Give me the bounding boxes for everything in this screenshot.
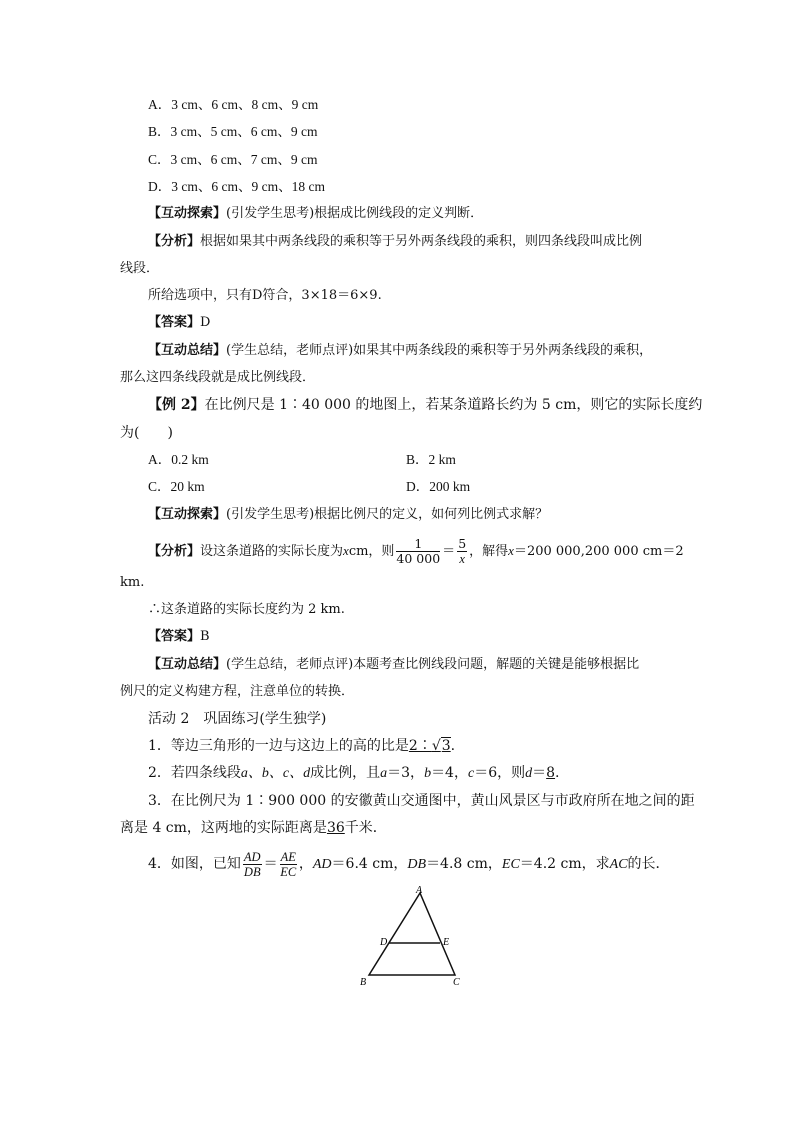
var-x: x — [508, 543, 514, 558]
fraction-numerator: AE — [280, 849, 296, 864]
exercise-2 — [148, 764, 560, 783]
answer-tag: 【答案】 — [148, 629, 201, 644]
analysis-post: ，解得 — [469, 544, 509, 559]
answer-value: B — [200, 629, 210, 644]
exercise-3-text: 离是 4 cm，这两地的实际距离是 — [120, 820, 327, 836]
ex1-answer — [148, 314, 210, 332]
fraction-denominator: EC — [280, 864, 297, 879]
triangle-figure — [355, 885, 470, 990]
fraction-numerator: 1 — [396, 537, 440, 552]
ex2-option-c: C．20 km — [148, 479, 205, 494]
exercise-4-end: 的长． — [627, 856, 670, 872]
exercise-2-text: 2．若四条线段 — [148, 765, 241, 781]
value-ad: ＝6.4 cm， — [331, 856, 408, 872]
exercise-1-text: 1．等边三角形的一边与这边上的高的比是 — [148, 738, 409, 754]
equals-sign: ＝ — [532, 765, 547, 781]
exercise-1-answer — [409, 737, 451, 754]
fraction-denominator: DB — [243, 864, 261, 879]
fraction-denominator: 40 000 — [396, 551, 441, 566]
answer-value: D — [200, 315, 211, 330]
period: . — [450, 738, 456, 754]
ex2-explore — [148, 506, 548, 524]
ex2-question-line2: 为( ) — [120, 425, 173, 441]
ex1-analysis-line3: 所给选项中，只有D符合，3×18＝6×9. — [148, 288, 382, 303]
seg-db: DB — [407, 857, 427, 872]
comma: ， — [298, 856, 313, 872]
analysis-tag: 【分析】 — [148, 234, 201, 249]
exercise-1 — [148, 737, 455, 755]
example-tag: 【例 2】 — [148, 397, 205, 413]
ex2-conclusion: ∴这条道路的实际长度约为 2 km. — [148, 602, 345, 617]
analysis-result: ＝200 000,200 000 cm＝2 — [513, 544, 684, 559]
ex2-analysis-line2: km. — [120, 575, 145, 590]
exercise-2-mid: 成比例，且 — [310, 765, 381, 781]
exercise-3-unit: 千米． — [344, 820, 387, 836]
summary-text: (学生总结，老师点评)如果其中两条线段的乘积等于另外两条线段的乘积， — [226, 343, 653, 358]
ex1-summary-line2: 那么这四条线段就是成比例线段． — [120, 370, 316, 385]
seg-ad: AD — [312, 857, 332, 872]
value-db: ＝4.8 cm， — [426, 856, 502, 872]
label-c: C — [453, 977, 460, 988]
ex1-summary-line1 — [148, 342, 652, 360]
analysis-text: 设这条道路的实际长度为 — [200, 544, 344, 559]
value-a: ＝3， — [387, 765, 425, 781]
exercise-4 — [148, 846, 670, 883]
explore-text: (引发学生思考)根据比例尺的定义，如何列比例式求解？ — [226, 507, 549, 522]
fraction-ae-ec — [280, 850, 297, 879]
summary-tag: 【互动总结】 — [148, 657, 227, 672]
label-d: D — [380, 937, 388, 948]
sqrt-symbol: √ — [431, 738, 441, 754]
label-e: E — [443, 937, 450, 948]
analysis-tag: 【分析】 — [148, 544, 201, 559]
seg-ec: EC — [501, 857, 520, 872]
fraction-ratio — [457, 537, 467, 566]
ex2-option-d: D．200 km — [406, 479, 471, 494]
ex2-option-b: B．2 km — [406, 452, 456, 467]
value-c: ＝6，则 — [474, 765, 526, 781]
equals-sign: ＝ — [442, 544, 456, 559]
var-b: b — [424, 766, 432, 781]
exercise-3-line1: 3．在比例尺为 1∶900 000 的安徽黄山交通图中，黄山风景区与市政府所在地之间的距 — [148, 793, 695, 809]
analysis-unit: cm，则 — [348, 544, 395, 559]
var-d: d — [525, 766, 533, 781]
question-text: 在比例尺是 1∶40 000 的地图上，若某条道路长约为 5 cm，则它的实际长度约 — [204, 397, 703, 413]
triangle-abc — [369, 893, 455, 975]
ex2-question-line1 — [148, 396, 702, 414]
var-c: c — [467, 766, 475, 781]
summary-tag: 【互动总结】 — [148, 343, 227, 358]
exercise-3-line2 — [120, 819, 387, 837]
answer-ratio: 2∶ — [408, 738, 432, 754]
fraction-numerator: 5 — [458, 536, 467, 551]
ex1-analysis-line2: 线段． — [120, 261, 160, 276]
ex2-summary-line1 — [148, 656, 639, 674]
exercise-2-answer: 8 — [546, 765, 556, 781]
period: . — [555, 765, 560, 781]
segment-vars: a、b、c、d — [240, 766, 311, 781]
explore-tag: 【互动探索】 — [148, 507, 227, 522]
value-b: ＝4， — [431, 765, 468, 781]
seg-ac: AC — [609, 857, 628, 872]
fraction-scale — [396, 537, 440, 566]
ex2-summary-line2: 例尺的定义构建方程，注意单位的转换． — [120, 684, 355, 699]
equals-sign: ＝ — [263, 856, 278, 872]
ex1-explore — [148, 205, 483, 223]
analysis-text: 根据如果其中两条线段的乘积等于另外两条线段的乘积，则四条线段叫成比例 — [200, 234, 643, 249]
option-b: B．3 cm、5 cm、6 cm、9 cm — [148, 124, 318, 139]
answer-tag: 【答案】 — [148, 315, 201, 330]
var-a: a — [380, 766, 388, 781]
option-a: A．3 cm、6 cm、8 cm、9 cm — [148, 97, 319, 112]
fraction-denominator: x — [459, 552, 465, 566]
var-x: x — [343, 543, 349, 558]
radicand: 3 — [441, 738, 451, 754]
ex1-analysis-line1 — [148, 233, 642, 251]
fraction-ad-db — [243, 850, 262, 879]
ex2-answer — [148, 628, 210, 646]
exercise-4-text: 4．如图，已知 — [148, 856, 241, 872]
option-c: C．3 cm、6 cm、7 cm、9 cm — [148, 152, 318, 167]
ex2-option-a: A．0.2 km — [148, 452, 209, 467]
summary-text: (学生总结，老师点评)本题考查比例线段问题，解题的关键是能够根据比 — [226, 657, 640, 672]
option-d: D．3 cm、6 cm、9 cm、18 cm — [148, 179, 325, 194]
label-b: B — [360, 977, 367, 988]
explore-text: (引发学生思考)根据成比例线段的定义判断． — [226, 206, 484, 221]
exercise-3-answer: 36 — [326, 820, 345, 836]
value-ec: ＝4.2 cm，求 — [519, 856, 610, 872]
label-a: A — [416, 885, 423, 896]
activity-title: 活动 2 巩固练习(学生独学) — [148, 711, 327, 727]
ex2-analysis-line1 — [148, 534, 684, 569]
explore-tag: 【互动探索】 — [148, 206, 227, 221]
fraction-numerator: AD — [243, 849, 261, 864]
